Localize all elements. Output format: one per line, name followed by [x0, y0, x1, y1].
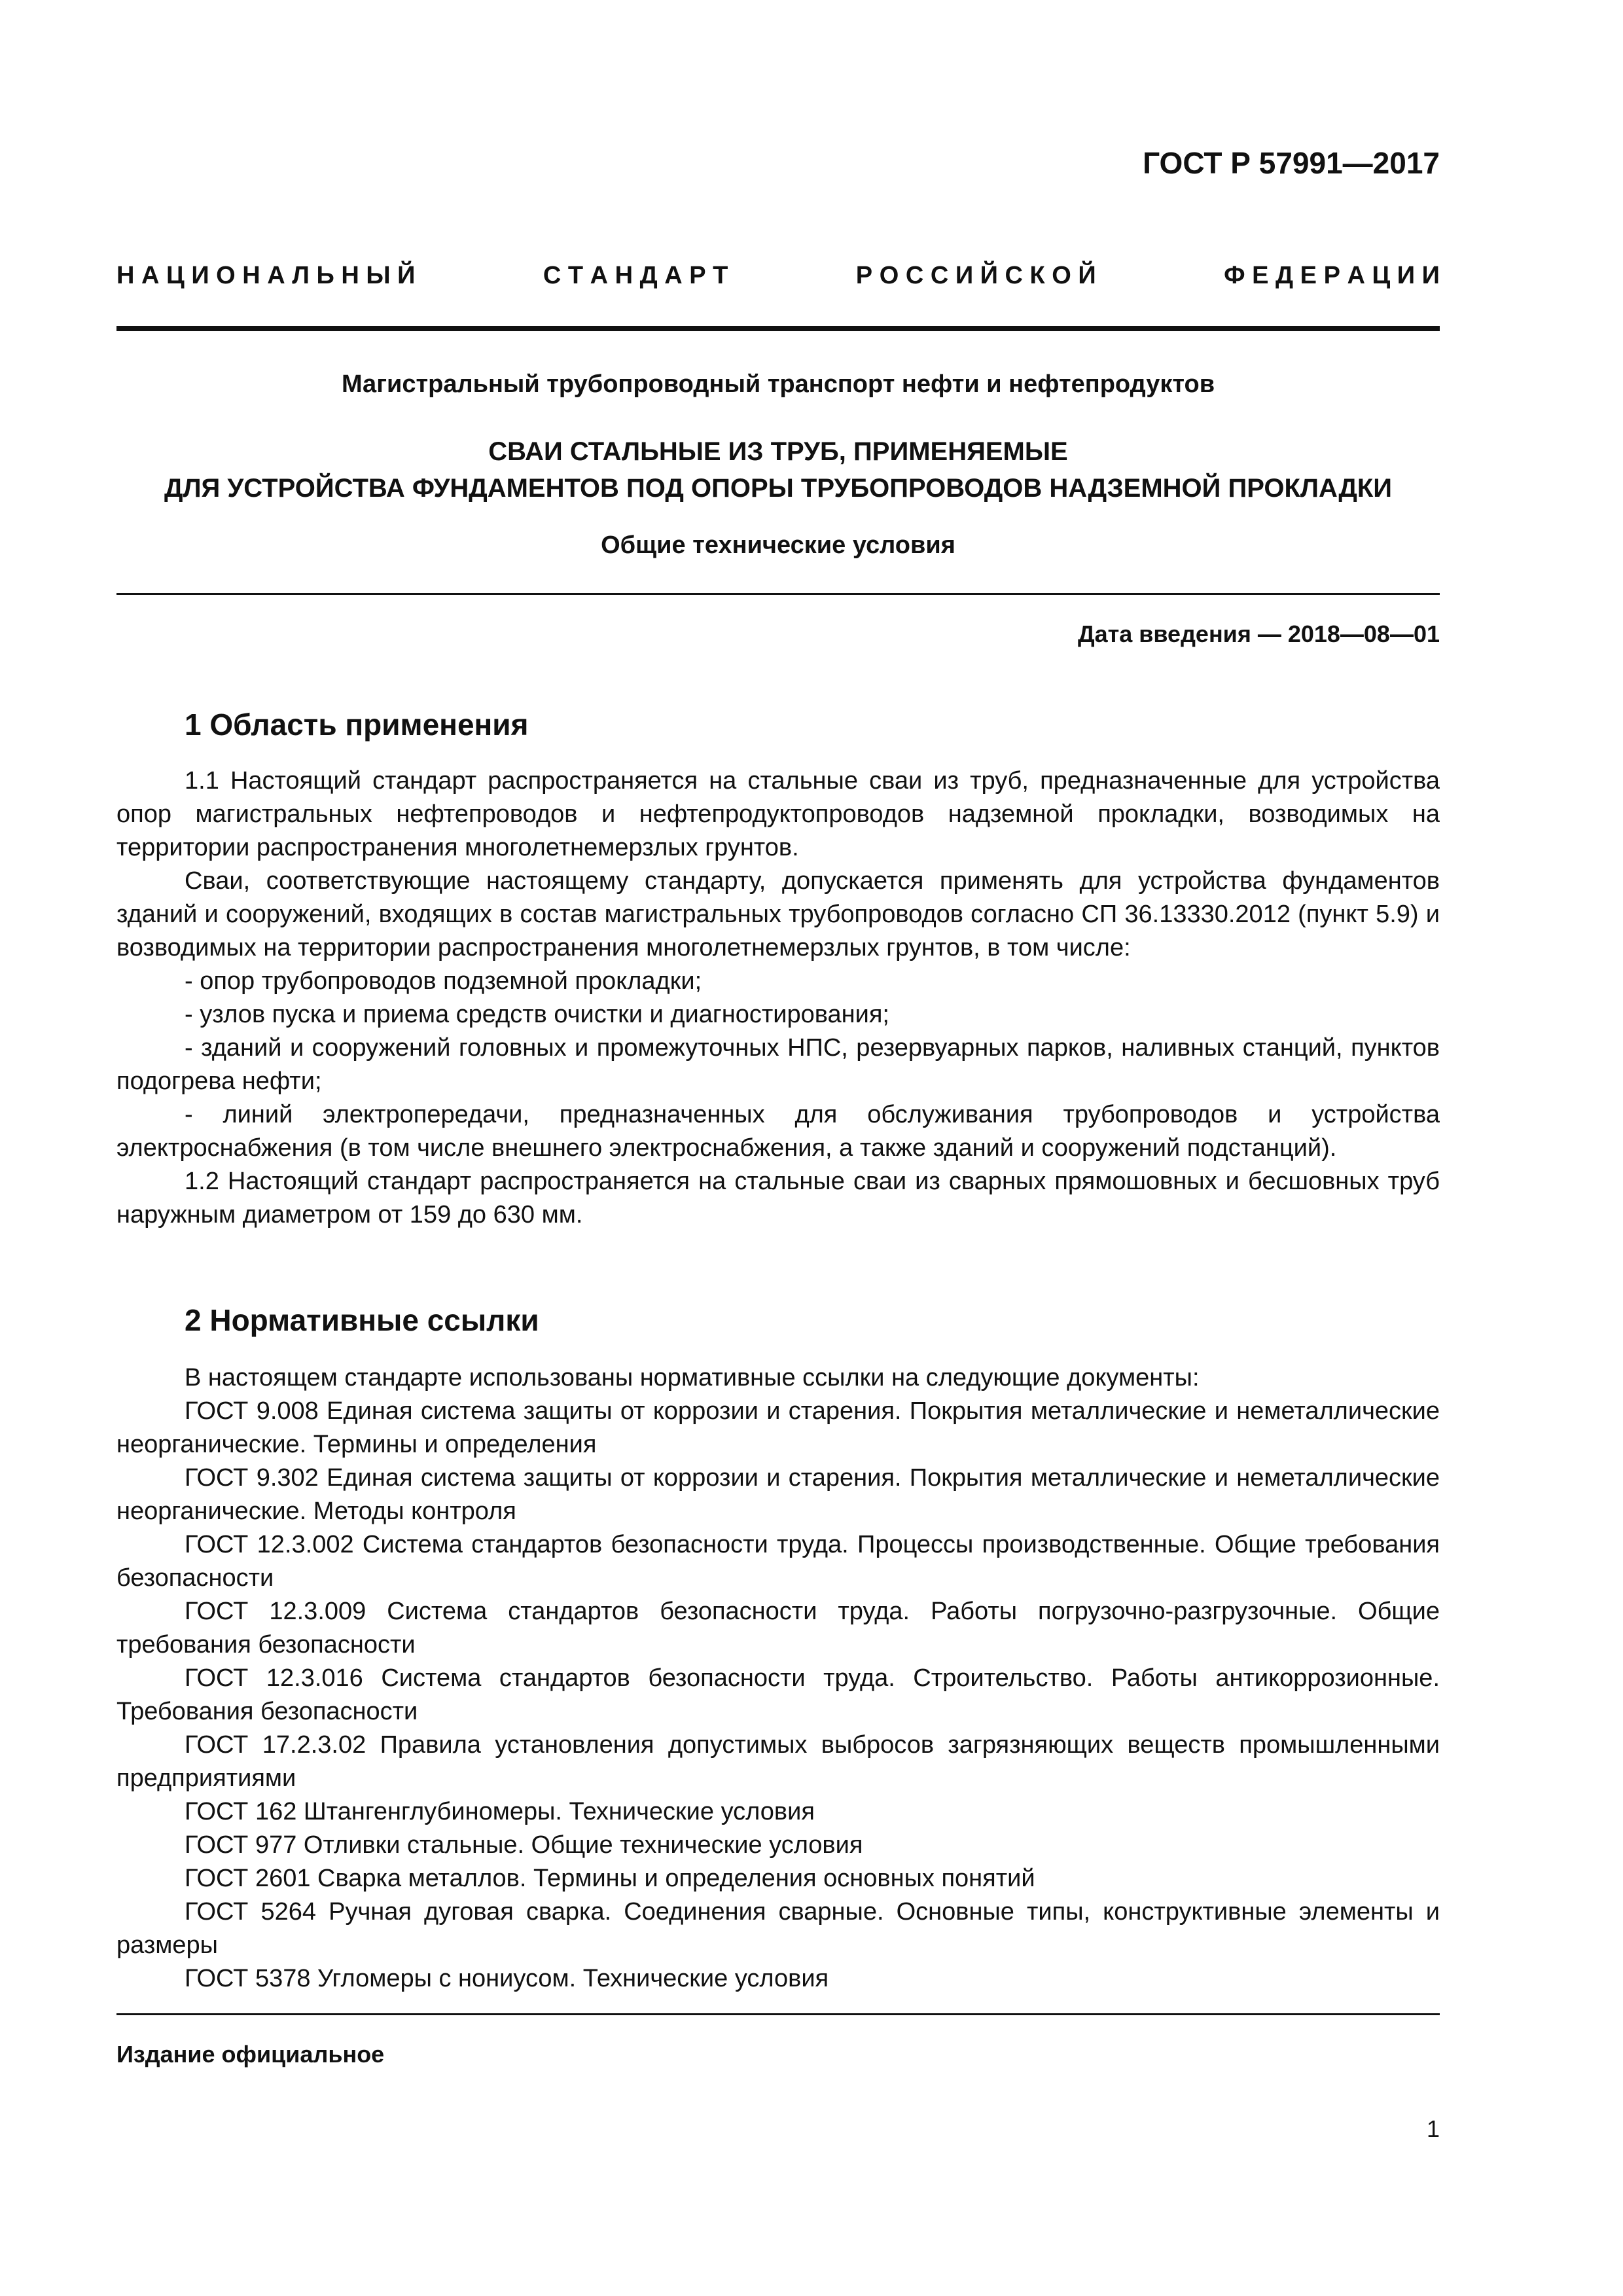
reference-item: ГОСТ 12.3.016 Система стандартов безопасности труда. Строительство. Работы антикоррозионные. Требования безопасности	[116, 1664, 1440, 1725]
section-1-body	[116, 764, 1440, 1232]
references-intro: В настоящем стандарте использованы нормативные ссылки на следующие документы:	[185, 1364, 1200, 1391]
title-divider	[116, 593, 1440, 595]
reference-item: ГОСТ 162 Штангенглубиномеры. Технические условия	[185, 1798, 815, 1825]
national-standard-word-3: Р О С С И Й С К О Й	[855, 262, 1096, 289]
footer-divider	[116, 2013, 1440, 2015]
reference-item: ГОСТ 5378 Угломеры с нониусом. Технические условия	[185, 1965, 829, 1992]
standard-title-line-2: ДЛЯ УСТРОЙСТВА ФУНДАМЕНТОВ ПОД ОПОРЫ ТРУБОПРОВОДОВ НАДЗЕМНОЙ ПРОКЛАДКИ	[164, 474, 1393, 503]
document-number: ГОСТ Р 57991—2017	[1143, 146, 1440, 180]
standard-title	[116, 433, 1440, 507]
standard-subtitle: Общие технические условия	[601, 531, 955, 559]
introduction-date: Дата введения — 2018—08—01	[1077, 620, 1440, 647]
reference-item: ГОСТ 9.008 Единая система защиты от коррозии и старения. Покрытия металлические и неметаллические неорганические. Термины и определения	[116, 1397, 1440, 1458]
national-standard-word-1: Н А Ц И О Н А Л Ь Н Ы Й	[116, 262, 416, 289]
national-standard-word-2: С Т А Н Д А Р Т	[543, 262, 728, 289]
reference-item: ГОСТ 5264 Ручная дуговая сварка. Соединения сварные. Основные типы, конструктивные элементы и размеры	[116, 1898, 1440, 1959]
list-item: - линий электропередачи, предназначенных для обслуживания трубопроводов и устройства электроснабжения (в том числе внешнего электроснабжения, а также зданий и сооружений подстанций).	[116, 1101, 1440, 1162]
paragraph-1-2: 1.2 Настоящий стандарт распространяется на стальные сваи из сварных прямошовных и бесшовных труб наружным диаметром от 159 до 630 мм.	[116, 1168, 1440, 1229]
section-2-body	[116, 1361, 1440, 1996]
list-item: - узлов пуска и приема средств очистки и диагностирования;	[185, 1001, 889, 1028]
reference-item: ГОСТ 977 Отливки стальные. Общие технические условия	[185, 1831, 863, 1859]
reference-item: ГОСТ 12.3.002 Система стандартов безопасности труда. Процессы производственные. Общие требования безопасности	[116, 1531, 1440, 1592]
list-item: - опор трубопроводов подземной прокладки;	[185, 967, 702, 995]
national-standard-header	[116, 262, 1440, 290]
header-divider	[116, 326, 1440, 331]
section-1-heading: 1 Область применения	[185, 708, 529, 742]
paragraph-1-1-piles: Сваи, соответствующие настоящему стандарту, допускается применять для устройства фундаментов зданий и сооружений, входящих в состав магистральных трубопроводов согласно СП 36.13330.2012 (пункт 5.9) и возводимых на территории распространения многолетнемерзлых грунтов, в том числе:	[116, 867, 1440, 961]
reference-item: ГОСТ 9.302 Единая система защиты от коррозии и старения. Покрытия металлические и неметаллические неорганические. Методы контроля	[116, 1464, 1440, 1525]
standard-category: Магистральный трубопроводный транспорт нефти и нефтепродуктов	[341, 370, 1215, 398]
section-2-heading: 2 Нормативные ссылки	[185, 1303, 539, 1337]
edition-note: Издание официальное	[116, 2041, 385, 2068]
list-item: - зданий и сооружений головных и промежуточных НПС, резервуарных парков, наливных станций, пунктов подогрева нефти;	[116, 1034, 1440, 1095]
reference-item: ГОСТ 12.3.009 Система стандартов безопасности труда. Работы погрузочно-разгрузочные. Общие требования безопасности	[116, 1598, 1440, 1659]
national-standard-word-4: Ф Е Д Е Р А Ц И И	[1224, 262, 1440, 289]
reference-item: ГОСТ 17.2.3.02 Правила установления допустимых выбросов загрязняющих веществ промышленными предприятиями	[116, 1731, 1440, 1792]
page-number: 1	[1426, 2115, 1440, 2142]
paragraph-1-1: 1.1 Настоящий стандарт распространяется на стальные сваи из труб, предназначенные для устройства опор магистральных нефтепроводов и нефтепродуктопроводов надземной прокладки, возводимых на территории распространения многолетнемерзлых грунтов.	[116, 767, 1440, 861]
reference-item: ГОСТ 2601 Сварка металлов. Термины и определения основных понятий	[185, 1865, 1035, 1892]
standard-title-line-1: СВАИ СТАЛЬНЫЕ ИЗ ТРУБ, ПРИМЕНЯЕМЫЕ	[488, 437, 1068, 466]
